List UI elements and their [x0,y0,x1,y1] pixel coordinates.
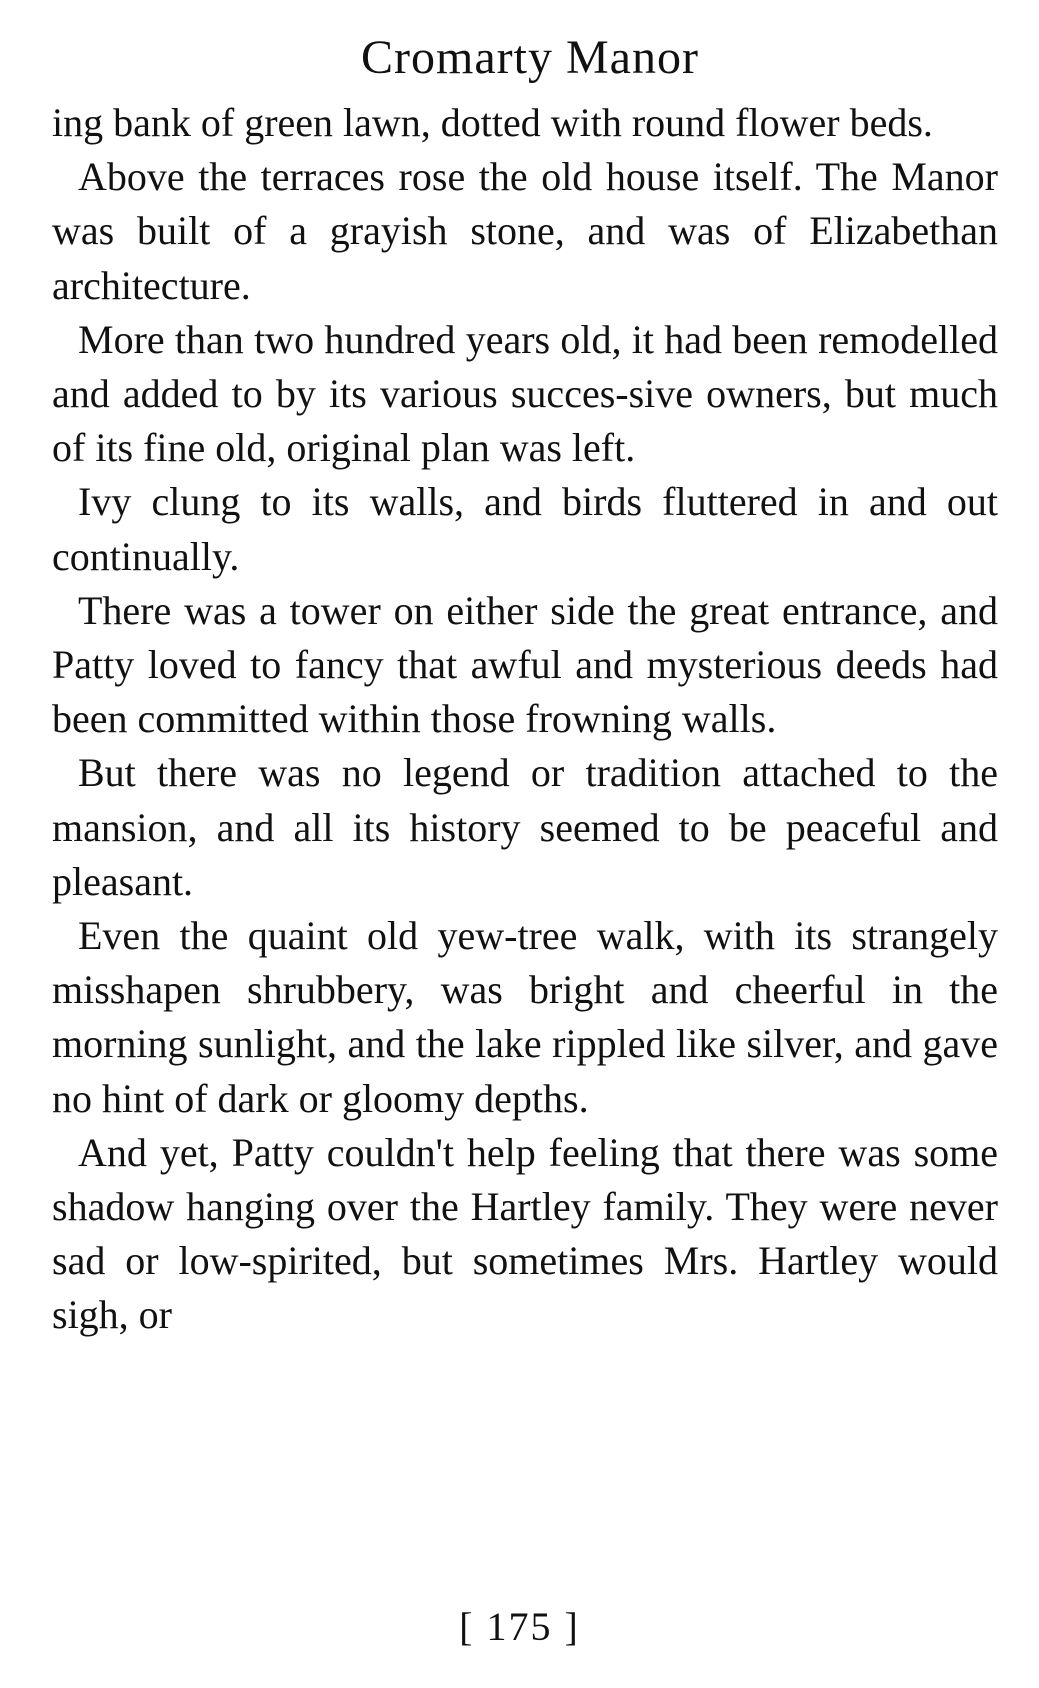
paragraph-terraces: Above the terraces rose the old house itself. The Manor was built of a grayish stone, and was of Elizabethan architecture. [52,154,998,308]
paragraph-yew-walk: Even the quaint old yew-tree walk, with its strangely misshapen shrubbery, was bright and cheerful in the morning sunlight, and the lake rippled like silver, and gave no hint of dark or gloomy depths. [52,913,998,1121]
page-number: [ 175 ] [459,1604,580,1649]
paragraph-shadow: And yet, Patty couldn't help feeling that there was some shadow hanging over the Hartley family. They were never sad or low-spirited, but sometimes Mrs. Hartley would sigh, or [52,1129,998,1338]
paragraph-history: More than two hundred years old, it had been remodelled and added to by its various succes-sive owners, but much of its fine old, original plan was left. [52,316,998,471]
paragraph-tower: There was a tower on either side the great entrance, and Patty loved to fancy that awful and mysterious deeds had been committed within those frowning walls. [52,587,998,742]
paragraph-continuation: ing bank of green lawn, dotted with round flower beds. [52,100,933,145]
book-page [52,28,998,1343]
paragraph-ivy: Ivy clung to its walls, and birds fluttered in and out continually. [52,479,998,579]
paragraph-legend: But there was no legend or tradition attached to the mansion, and all its history seemed to be peaceful and pleasant. [52,750,998,904]
body-text [52,96,998,1343]
running-head: Cromarty Manor [361,31,699,84]
